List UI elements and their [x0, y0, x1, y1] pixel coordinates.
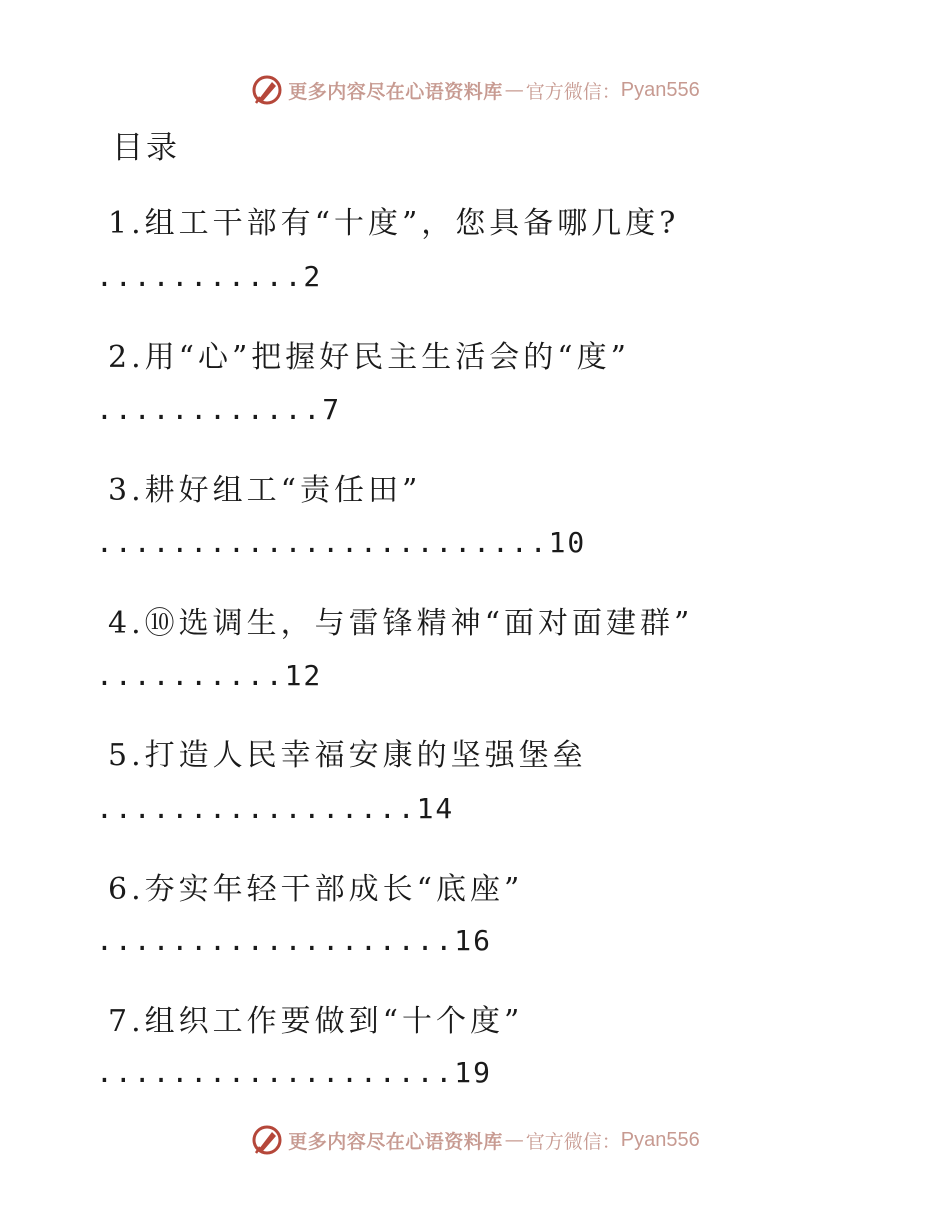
- pen-nib-icon: [250, 1123, 284, 1157]
- toc-entry-4-title[interactable]: 4.⑩选调生，与雷锋精神“面对面建群”: [108, 606, 694, 641]
- footer-site-text: 更多内容尽在心语资料库: [288, 1130, 503, 1153]
- header-wechat-label: 官方微信：: [525, 80, 621, 103]
- toc-entry-3-leader[interactable]: ........................10: [96, 526, 587, 559]
- header-wechat-id: Pyan556: [620, 78, 700, 101]
- footer-separator: —: [504, 1129, 524, 1151]
- header-banner: [0, 70, 950, 110]
- header-site-text: 更多内容尽在心语资料库: [288, 80, 503, 103]
- toc-entry-3-title[interactable]: 3.耕好组工“责任田”: [108, 473, 422, 508]
- footer-banner: [0, 1120, 950, 1160]
- toc-entry-2-title[interactable]: 2.用“心”把握好民主生活会的“度”: [108, 340, 630, 375]
- toc-entry-7-leader[interactable]: ...................19: [96, 1056, 493, 1089]
- toc-entry-6-title[interactable]: 6.夯实年轻干部成长“底座”: [108, 872, 524, 907]
- toc-entry-5-title[interactable]: 5.打造人民幸福安康的坚强堡垒: [108, 738, 587, 773]
- footer-wechat-id: Pyan556: [620, 1128, 700, 1151]
- toc-entry-4-leader[interactable]: ..........12: [96, 659, 323, 692]
- pen-nib-icon: [250, 73, 284, 107]
- toc-entry-2-leader[interactable]: ............7: [96, 393, 342, 426]
- toc-entry-1-leader[interactable]: ...........2: [96, 260, 323, 293]
- toc-entry-6-leader[interactable]: ...................16: [96, 924, 493, 957]
- toc-entry-5-leader[interactable]: .................14: [96, 792, 455, 825]
- header-separator: —: [504, 79, 524, 101]
- toc-entry-1-title[interactable]: 1.组工干部有“十度”，您具备哪几度?: [108, 206, 680, 241]
- toc-title: 目录: [112, 130, 180, 166]
- footer-wechat-label: 官方微信：: [525, 1130, 621, 1153]
- toc-entry-7-title[interactable]: 7.组织工作要做到“十个度”: [108, 1004, 524, 1039]
